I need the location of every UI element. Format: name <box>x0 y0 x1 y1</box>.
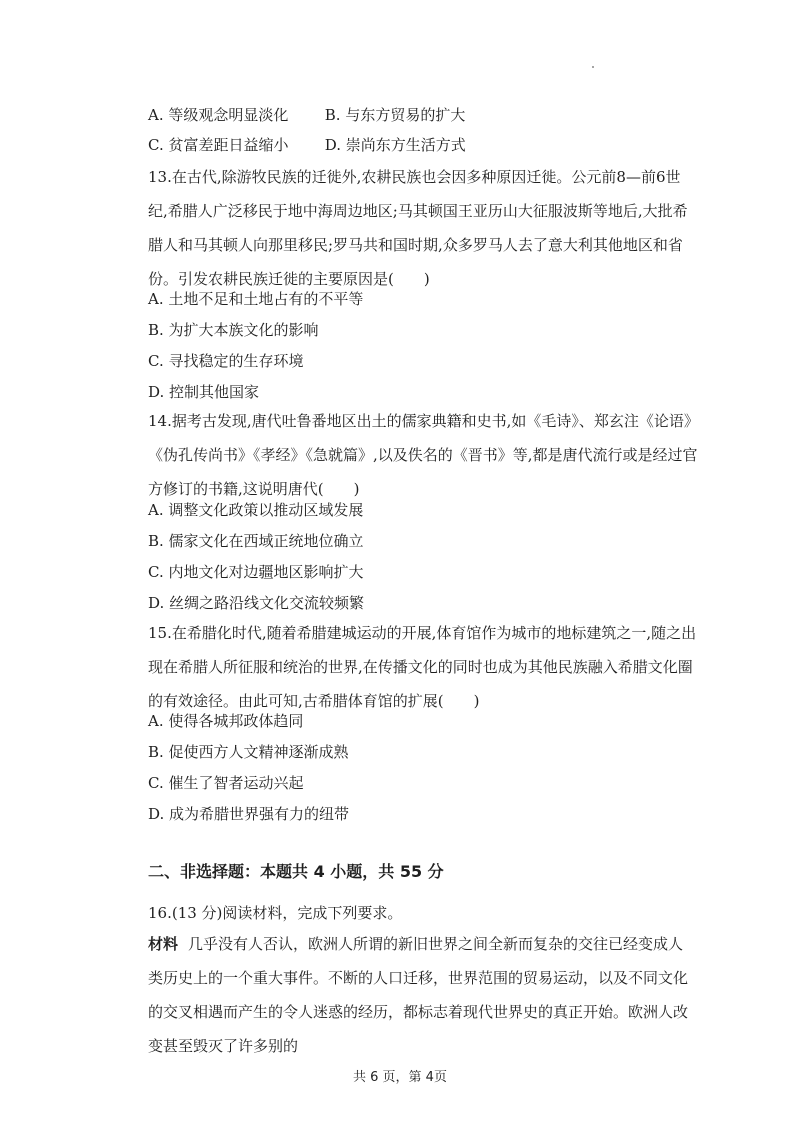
q14-option-d: D. 丝绸之路沿线文化交流较频繁 <box>148 594 365 612</box>
q15-option-a: A. 使得各城邦政体趋同 <box>148 712 304 730</box>
q15-stem: 15.在希腊化时代,随着希腊建城运动的开展,体育馆作为城市的地标建筑之一,随之出现在希腊人所征服和统治的世界,在传播文化的同时也成为其他民族融入希腊文化圈的有效途径。由此可知,古希腊体育馆的扩展( ) <box>148 624 697 710</box>
q16-prompt: 16.(13 分)阅读材料，完成下列要求。 <box>148 904 403 922</box>
q15-option-d: D. 成为希腊世界强有力的纽带 <box>148 805 350 823</box>
material-label: 材料 <box>148 935 179 953</box>
q13-stem: 13.在古代,除游牧民族的迁徙外,农耕民族也会因多种原因迁徙。公元前8—前6世纪,希腊人广泛移民于地中海周边地区;马其顿国王亚历山大征服波斯等地后,大批希腊人和马其顿人向那里移民;罗马共和国时期,众多罗马人去了意大利其他地区和省份。引发农耕民族迁徙的主要原因是( ) <box>148 168 688 288</box>
q14-option-a: A. 调整文化政策以推动区域发展 <box>148 501 364 519</box>
q12-option-d: D. 崇尚东方生活方式 <box>324 136 466 154</box>
q13-option-a: A. 土地不足和土地占有的不平等 <box>148 290 364 308</box>
q13-option-c: C. 寻找稳定的生存环境 <box>148 352 304 370</box>
q15-option-c: C. 催生了智者运动兴起 <box>148 774 304 792</box>
q14-stem: 14.据考古发现,唐代吐鲁番地区出土的儒家典籍和史书,如《毛诗》、郑玄注《论语》《伪孔传尚书》《孝经》《急就篇》,以及佚名的《晋书》等,都是唐代流行或是经过官方修订的书籍,这说明唐代( ) <box>148 412 698 498</box>
section-title-non-choice: 二、非选择题：本题共 4 小题，共 55 分 <box>148 862 444 881</box>
q12-option-a: A. 等级观念明显淡化 <box>148 106 289 124</box>
q14-option-c: C. 内地文化对边疆地区影响扩大 <box>148 563 364 581</box>
q13-option-b: B. 为扩大本族文化的影响 <box>148 321 319 339</box>
scan-speck <box>592 66 594 68</box>
q12-option-c: C. 贫富差距日益缩小 <box>148 136 289 154</box>
q14-option-b: B. 儒家文化在西域正统地位确立 <box>148 532 364 550</box>
q16-material <box>114 927 698 1063</box>
material-text: 几乎没有人否认，欧洲人所谓的新旧世界之间全新而复杂的交往已经变成人类历史上的一个重大事件。不断的人口迁移，世界范围的贸易运动，以及不同文化的交叉相遇而产生的令人迷惑的经历，都标志着现代世界史的真正开始。欧洲人改变甚至毁灭了许多别的 <box>148 935 689 1055</box>
q12-options-row-2 <box>148 134 466 156</box>
q15-option-b: B. 促使西方人文精神逐渐成熟 <box>148 743 349 761</box>
q13-option-d: D. 控制其他国家 <box>148 383 260 401</box>
q12-options-row-1 <box>148 104 465 126</box>
page-number-footer: 共 6 页，第 4页 <box>353 1070 447 1085</box>
q12-option-b: B. 与东方贸易的扩大 <box>324 106 466 124</box>
